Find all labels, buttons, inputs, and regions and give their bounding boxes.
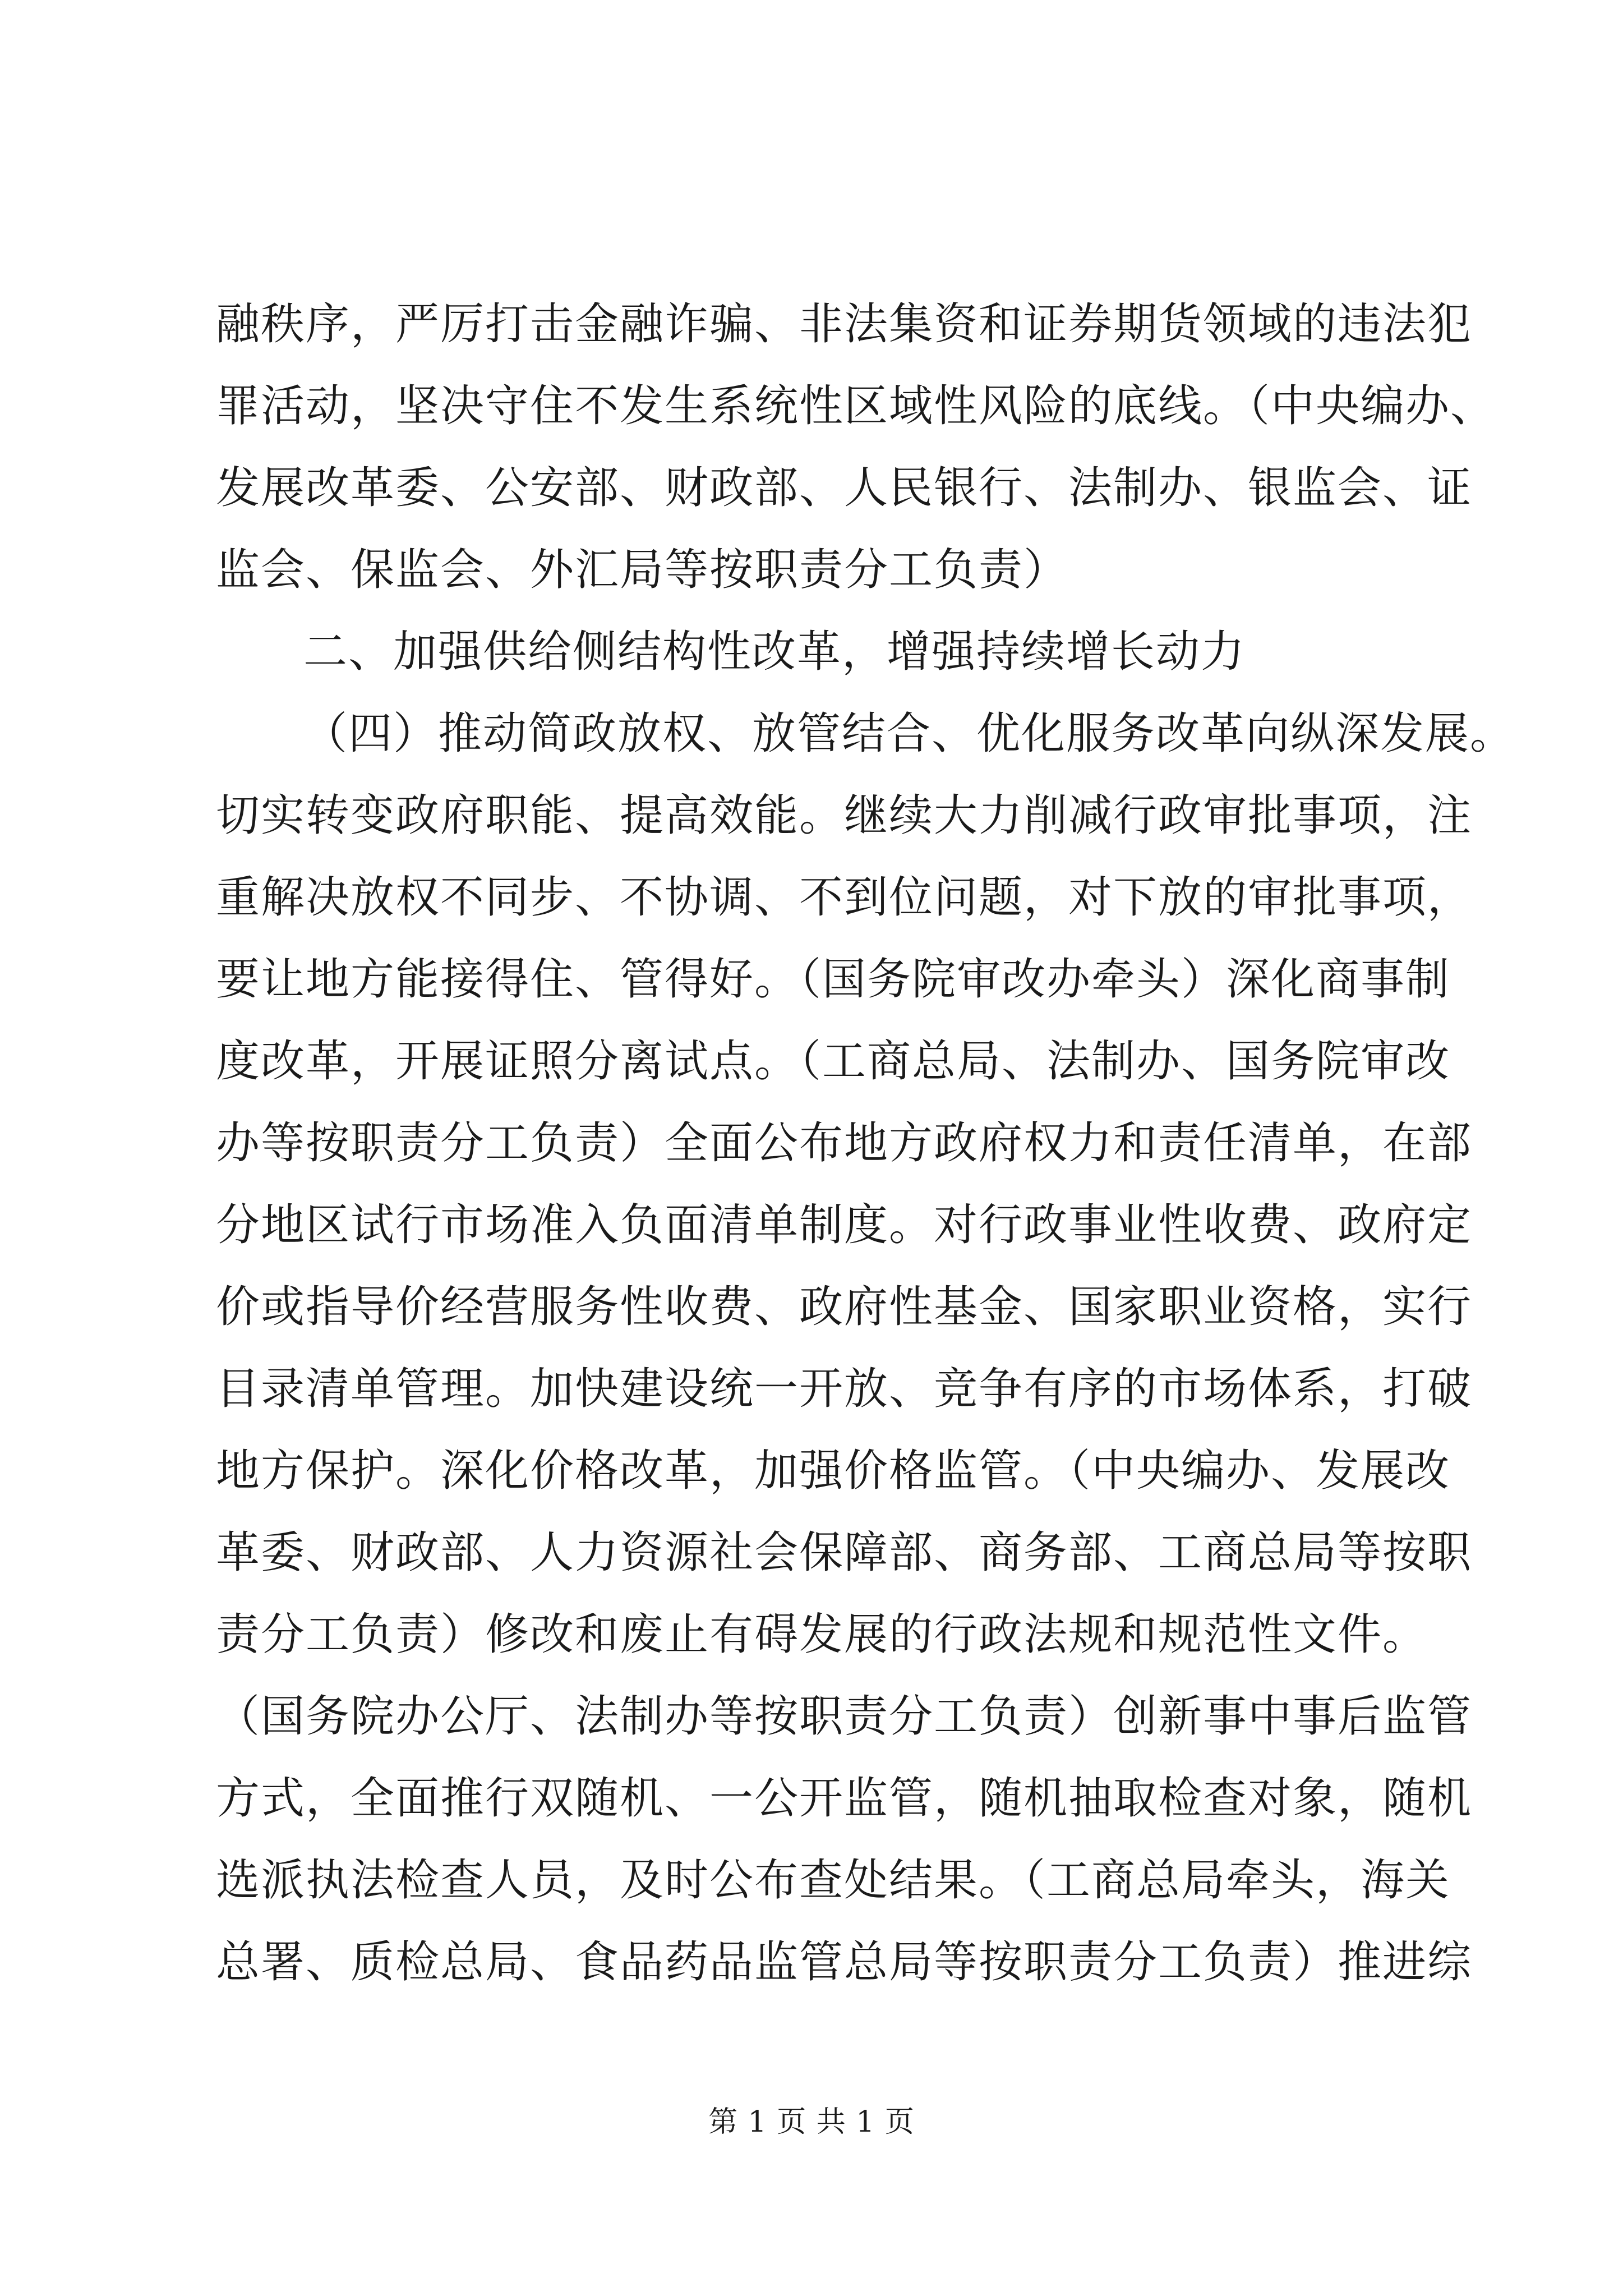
text-line-4: 监会、保监会、外汇局等按职责分工负责） — [216, 545, 1069, 595]
section-heading: 二、加强供给侧结构性改革，增强持续增长动力 — [303, 627, 1246, 677]
text-line-18: （国务院办公厅、法制办等按职责分工负责）创新事中事后监管 — [216, 1691, 1473, 1742]
text-line-14: 目录清单管理。加快建设统一开放、竞争有序的市场体系，打破 — [216, 1364, 1473, 1414]
text-line-17: 责分工负责）修改和废止有碍发展的行政法规和规范性文件。 — [216, 1609, 1428, 1660]
text-line-6: （四）推动简政放权、放管结合、优化服务改革向纵深发展。 — [303, 708, 1515, 759]
document-body — [216, 283, 1515, 2003]
text-line-9: 要让地方能接得住、管得好。（国务院审改办牵头）深化商事制 — [216, 954, 1451, 1005]
text-line-3: 发展改革委、公安部、财政部、人民银行、法制办、银监会、证 — [216, 463, 1473, 513]
text-line-2: 罪活动，坚决守住不发生系统性区域性风险的底线。（中央编办、 — [216, 381, 1496, 431]
text-line-21: 总署、质检总局、食品药品监管总局等按职责分工负责）推进综 — [216, 1937, 1473, 1987]
text-line-20: 选派执法检查人员，及时公布查处结果。（工商总局牵头，海关 — [216, 1855, 1451, 1906]
text-line-11: 办等按职责分工负责）全面公布地方政府权力和责任清单，在部 — [216, 1118, 1473, 1168]
text-line-1: 融秩序，严厉打击金融诈骗、非法集资和证券期货领域的违法犯 — [216, 299, 1473, 349]
text-line-8: 重解决放权不同步、不协调、不到位问题，对下放的审批事项， — [216, 872, 1473, 923]
text-line-16: 革委、财政部、人力资源社会保障部、商务部、工商总局等按职 — [216, 1527, 1473, 1578]
text-line-12: 分地区试行市场准入负面清单制度。对行政事业性收费、政府定 — [216, 1200, 1473, 1250]
page-footer: 第 1 页 共 1 页 — [708, 2105, 915, 2139]
text-line-10: 度改革，开展证照分离试点。（工商总局、法制办、国务院审改 — [216, 1036, 1451, 1087]
text-line-19: 方式，全面推行双随机、一公开监管，随机抽取检查对象，随机 — [216, 1773, 1473, 1824]
text-line-15: 地方保护。深化价格改革，加强价格监管。（中央编办、发展改 — [216, 1446, 1451, 1496]
text-line-13: 价或指导价经营服务性收费、政府性基金、国家职业资格，实行 — [216, 1282, 1473, 1332]
text-line-7: 切实转变政府职能、提高效能。继续大力削减行政审批事项，注 — [216, 790, 1473, 841]
